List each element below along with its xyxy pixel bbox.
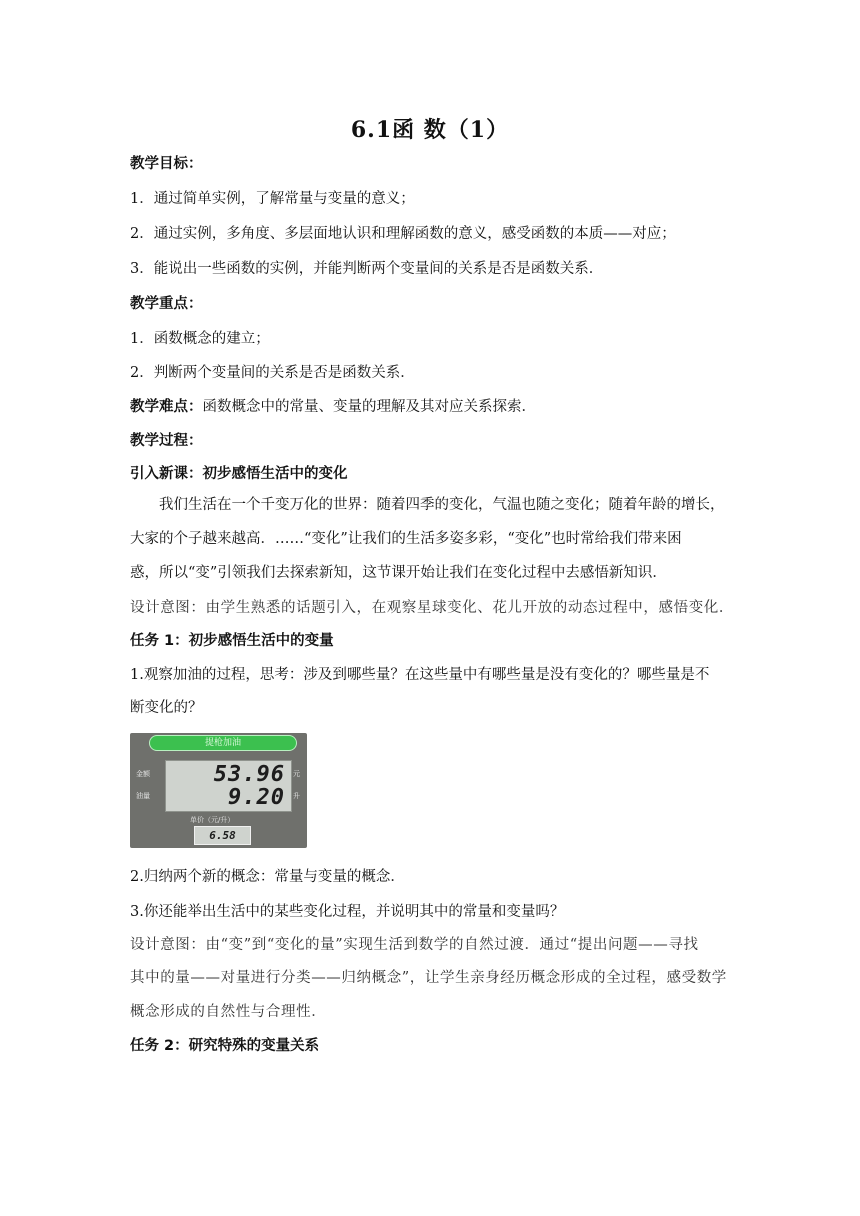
task1-question-line: 断变化的？ <box>130 700 203 716</box>
difficulty-line <box>130 396 735 418</box>
pump-price-value: 6.58 <box>194 826 251 845</box>
pump-amount-label: 金额 <box>136 770 150 778</box>
task1-design-intent-line: 概念形成的自然性与合理性． <box>130 1004 327 1020</box>
intro-heading: 引入新课：初步感悟生活中的变化 <box>130 466 348 482</box>
intro-paragraph-line: 惑，所以“变”引领我们去探索新知，这节课开始让我们在变化过程中去感悟新知识． <box>130 565 667 581</box>
process-heading: 教学过程： <box>130 433 203 449</box>
task1-design-intent-line: 其中的量——对量进行分类——归纳概念”，让学生亲身经历概念形成的全过程，感受数学 <box>130 970 727 986</box>
task2-heading: 任务 2：研究特殊的变量关系 <box>130 1038 320 1054</box>
task1-heading: 任务 1：初步感悟生活中的变量 <box>130 633 334 649</box>
key-point-item: 1．函数概念的建立； <box>130 331 270 347</box>
difficulty-text: 函数概念中的常量、变量的理解及其对应关系探索． <box>202 399 536 415</box>
intro-design-intent: 设计意图：由学生熟悉的话题引入，在观察星球变化、花儿开放的动态过程中，感悟变化． <box>130 600 734 616</box>
pump-volume-unit: 升 <box>293 792 300 800</box>
task1-question-line: 3.你还能举出生活中的某些变化过程，并说明其中的常量和变量吗？ <box>130 904 565 920</box>
task1-design-intent-line: 设计意图：由“变”到“变化的量”实现生活到数学的自然过渡．通过“提出问题——寻找 <box>130 937 699 953</box>
pump-amount-value: 53.96 <box>213 762 285 787</box>
page-title: 6.1函 数（1） <box>350 117 510 143</box>
key-points-heading: 教学重点： <box>130 296 203 312</box>
objective-item: 3．能说出一些函数的实例，并能判断两个变量间的关系是否是函数关系． <box>130 261 604 277</box>
task1-question-line: 1.观察加油的过程，思考：涉及到哪些量？在这些量中有哪些量是没有变化的？哪些量是不 <box>130 667 710 683</box>
pump-volume-label: 油量 <box>136 792 150 800</box>
objective-item: 2．通过实例，多角度、多层面地认识和理解函数的意义，感受函数的本质——对应； <box>130 226 676 242</box>
pump-amount-unit: 元 <box>293 770 300 778</box>
pump-display-panel <box>165 760 292 812</box>
gas-pump-image <box>130 733 307 848</box>
objective-item: 1．通过简单实例，了解常量与变量的意义； <box>130 191 415 207</box>
intro-paragraph-line: 大家的个子越来越高．……“变化”让我们的生活多姿多彩，“变化”也时常给我们带来困 <box>130 531 682 547</box>
pump-header-label: 提枪加油 <box>149 735 297 751</box>
difficulty-heading: 教学难点： <box>130 399 203 415</box>
key-point-item: 2．判断两个变量间的关系是否是函数关系． <box>130 365 415 381</box>
pump-volume-value: 9.20 <box>228 785 285 810</box>
intro-paragraph-line: 我们生活在一个千变万化的世界：随着四季的变化，气温也随之变化；随着年龄的增长， <box>159 497 725 513</box>
objectives-heading: 教学目标： <box>130 156 203 172</box>
pump-price-label: 单价（元/升） <box>190 816 235 824</box>
task1-question-line: 2.归纳两个新的概念：常量与变量的概念． <box>130 869 405 885</box>
